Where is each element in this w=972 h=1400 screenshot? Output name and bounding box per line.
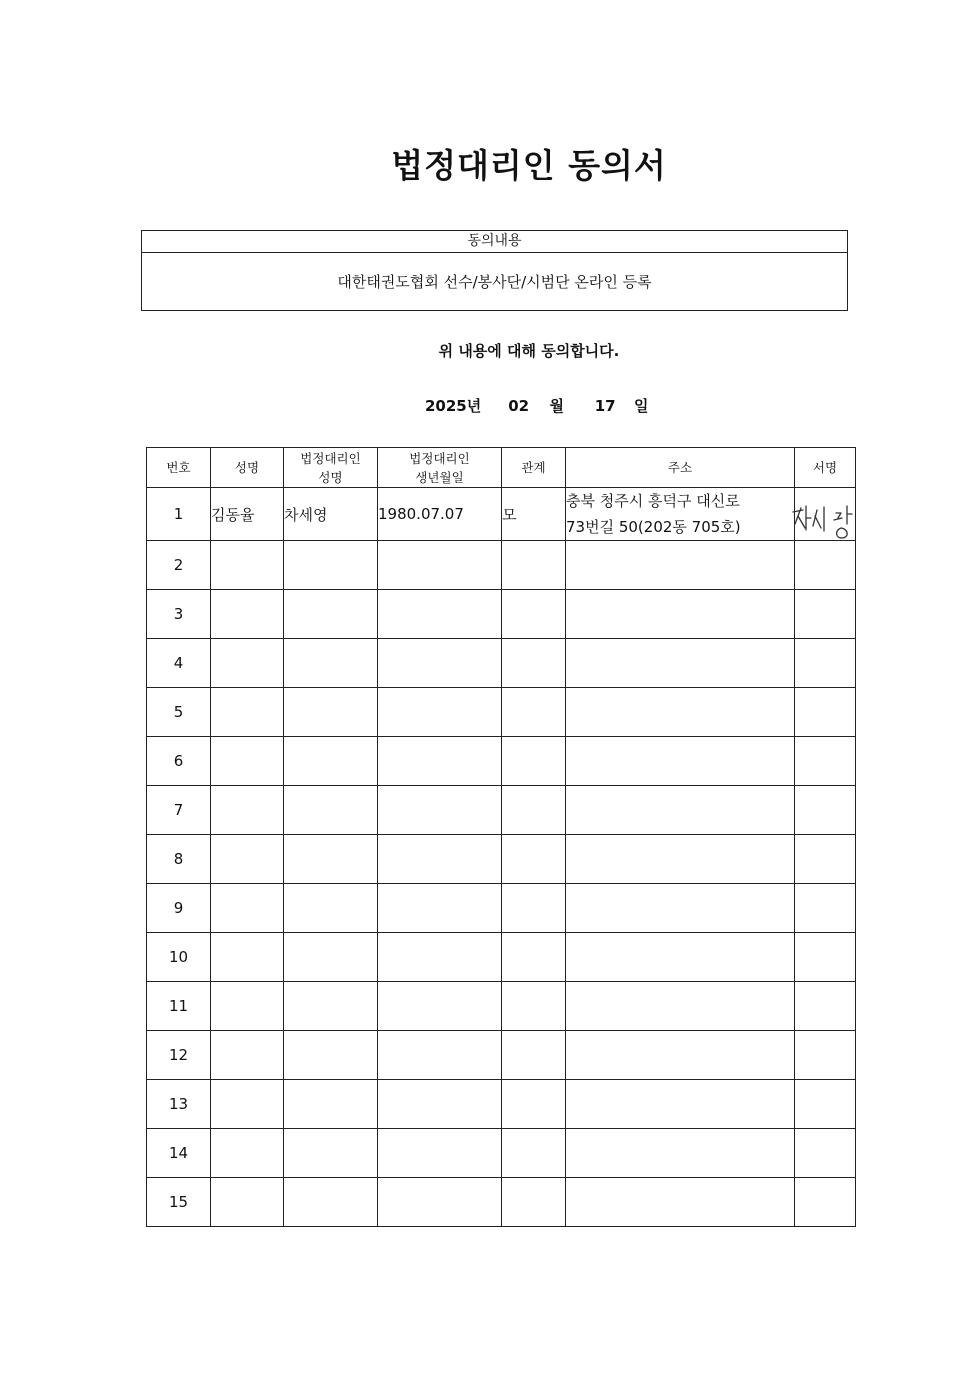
cell-address bbox=[566, 786, 795, 835]
cell-name bbox=[211, 737, 284, 786]
cell-rep-name bbox=[284, 786, 378, 835]
table-row bbox=[147, 786, 856, 835]
cell-signature bbox=[795, 639, 856, 688]
cell-rep-birth: 1980.07.07 bbox=[378, 488, 502, 541]
header-address: 주소 bbox=[566, 448, 795, 488]
cell-rep-birth bbox=[378, 688, 502, 737]
cell-name bbox=[211, 1031, 284, 1080]
cell-rep-birth bbox=[378, 1031, 502, 1080]
cell-signature bbox=[795, 1031, 856, 1080]
cell-relation bbox=[502, 982, 566, 1031]
cell-no: 12 bbox=[147, 1031, 211, 1080]
cell-rep-birth bbox=[378, 541, 502, 590]
page-title: 법정대리인 동의서 bbox=[391, 146, 667, 185]
cell-name bbox=[211, 933, 284, 982]
cell-no: 9 bbox=[147, 884, 211, 933]
cell-name bbox=[211, 1129, 284, 1178]
cell-name bbox=[211, 590, 284, 639]
date-month-unit: 월 bbox=[549, 397, 564, 415]
header-relation: 관계 bbox=[502, 448, 566, 488]
cell-address bbox=[566, 639, 795, 688]
table-row bbox=[147, 488, 856, 541]
cell-rep-name bbox=[284, 835, 378, 884]
cell-rep-birth bbox=[378, 639, 502, 688]
table-row bbox=[147, 541, 856, 590]
cell-rep-name bbox=[284, 1178, 378, 1227]
agree-statement: 위 내용에 대해 동의합니다. bbox=[438, 342, 620, 360]
cell-rep-name bbox=[284, 884, 378, 933]
cell-rep-birth bbox=[378, 590, 502, 639]
cell-rep-birth bbox=[378, 786, 502, 835]
cell-no: 7 bbox=[147, 786, 211, 835]
cell-signature bbox=[795, 488, 856, 541]
cell-relation bbox=[502, 541, 566, 590]
cell-rep-name: 차세영 bbox=[284, 488, 378, 541]
cell-signature bbox=[795, 786, 856, 835]
cell-address bbox=[566, 1031, 795, 1080]
table-row bbox=[147, 590, 856, 639]
header-rep-birth-line2: 생년월일 bbox=[415, 469, 464, 485]
cell-rep-name bbox=[284, 1080, 378, 1129]
cell-no: 15 bbox=[147, 1178, 211, 1227]
table-row bbox=[147, 933, 856, 982]
cell-rep-birth bbox=[378, 1080, 502, 1129]
registration-table bbox=[146, 447, 856, 1227]
table-row bbox=[147, 982, 856, 1031]
cell-no: 2 bbox=[147, 541, 211, 590]
cell-rep-name bbox=[284, 737, 378, 786]
cell-address bbox=[566, 488, 795, 541]
cell-address bbox=[566, 933, 795, 982]
cell-address bbox=[566, 688, 795, 737]
cell-signature bbox=[795, 1129, 856, 1178]
consent-box bbox=[141, 230, 848, 311]
cell-rep-name bbox=[284, 590, 378, 639]
cell-name bbox=[211, 1178, 284, 1227]
cell-no: 10 bbox=[147, 933, 211, 982]
cell-no: 14 bbox=[147, 1129, 211, 1178]
cell-rep-birth bbox=[378, 884, 502, 933]
consent-body: 대한태권도협회 선수/봉사단/시범단 온라인 등록 bbox=[337, 273, 652, 291]
cell-signature bbox=[795, 590, 856, 639]
cell-name bbox=[211, 1080, 284, 1129]
table-row bbox=[147, 1031, 856, 1080]
header-rep-birth-line1: 법정대리인 bbox=[409, 450, 470, 466]
table-row bbox=[147, 1178, 856, 1227]
cell-relation bbox=[502, 1129, 566, 1178]
cell-rep-name bbox=[284, 639, 378, 688]
cell-relation bbox=[502, 737, 566, 786]
address-line-1: 충북 청주시 흥덕구 대신로 bbox=[566, 492, 740, 510]
cell-no: 13 bbox=[147, 1080, 211, 1129]
cell-rep-name bbox=[284, 688, 378, 737]
header-rep-name bbox=[284, 448, 378, 488]
table-row bbox=[147, 639, 856, 688]
cell-address bbox=[566, 541, 795, 590]
cell-relation bbox=[502, 1031, 566, 1080]
cell-rep-name bbox=[284, 933, 378, 982]
table-row bbox=[147, 1080, 856, 1129]
cell-no: 4 bbox=[147, 639, 211, 688]
cell-no: 1 bbox=[147, 488, 211, 541]
cell-rep-birth bbox=[378, 982, 502, 1031]
cell-name bbox=[211, 639, 284, 688]
table-row bbox=[147, 1129, 856, 1178]
cell-address bbox=[566, 590, 795, 639]
cell-relation bbox=[502, 884, 566, 933]
cell-signature bbox=[795, 933, 856, 982]
cell-signature bbox=[795, 541, 856, 590]
cell-signature bbox=[795, 835, 856, 884]
cell-address bbox=[566, 884, 795, 933]
header-rep-name-line1: 법정대리인 bbox=[300, 450, 361, 466]
header-signature: 서명 bbox=[795, 448, 856, 488]
cell-address bbox=[566, 1129, 795, 1178]
cell-name bbox=[211, 982, 284, 1031]
table-row bbox=[147, 884, 856, 933]
cell-rep-name bbox=[284, 1129, 378, 1178]
header-rep-name-line2: 성명 bbox=[318, 469, 343, 485]
cell-relation bbox=[502, 786, 566, 835]
cell-no: 8 bbox=[147, 835, 211, 884]
cell-rep-name bbox=[284, 541, 378, 590]
cell-name bbox=[211, 541, 284, 590]
cell-address bbox=[566, 1080, 795, 1129]
cell-signature bbox=[795, 1178, 856, 1227]
consent-header: 동의내용 bbox=[142, 231, 847, 253]
cell-signature bbox=[795, 884, 856, 933]
cell-relation bbox=[502, 639, 566, 688]
cell-address bbox=[566, 835, 795, 884]
header-rep-birth bbox=[378, 448, 502, 488]
cell-rep-birth bbox=[378, 1129, 502, 1178]
cell-rep-name bbox=[284, 1031, 378, 1080]
cell-address bbox=[566, 982, 795, 1031]
cell-no: 5 bbox=[147, 688, 211, 737]
cell-address bbox=[566, 737, 795, 786]
cell-name bbox=[211, 688, 284, 737]
cell-relation bbox=[502, 1080, 566, 1129]
table-row bbox=[147, 835, 856, 884]
cell-name bbox=[211, 835, 284, 884]
consent-date bbox=[425, 395, 648, 416]
cell-rep-birth bbox=[378, 1178, 502, 1227]
cell-name: 김동율 bbox=[211, 488, 284, 541]
date-month: 02 bbox=[508, 397, 530, 415]
cell-relation bbox=[502, 835, 566, 884]
cell-relation bbox=[502, 590, 566, 639]
cell-signature bbox=[795, 737, 856, 786]
cell-name bbox=[211, 786, 284, 835]
header-name: 성명 bbox=[211, 448, 284, 488]
table-row bbox=[147, 737, 856, 786]
address-line-2: 73번길 50(202동 705호) bbox=[566, 518, 741, 536]
header-no: 번호 bbox=[147, 448, 211, 488]
date-day-unit: 일 bbox=[633, 397, 649, 415]
cell-rep-birth bbox=[378, 737, 502, 786]
table-row bbox=[147, 688, 856, 737]
cell-relation bbox=[502, 933, 566, 982]
cell-signature bbox=[795, 688, 856, 737]
cell-no: 3 bbox=[147, 590, 211, 639]
cell-relation: 모 bbox=[502, 488, 566, 541]
date-day: 17 bbox=[594, 397, 616, 415]
cell-relation bbox=[502, 1178, 566, 1227]
cell-relation bbox=[502, 688, 566, 737]
table-header-row bbox=[147, 448, 856, 488]
cell-no: 6 bbox=[147, 737, 211, 786]
cell-rep-name bbox=[284, 982, 378, 1031]
cell-signature bbox=[795, 982, 856, 1031]
cell-name bbox=[211, 884, 284, 933]
cell-address bbox=[566, 1178, 795, 1227]
cell-no: 11 bbox=[147, 982, 211, 1031]
cell-rep-birth bbox=[378, 835, 502, 884]
date-year: 2025년 bbox=[425, 397, 482, 415]
cell-rep-birth bbox=[378, 933, 502, 982]
cell-signature bbox=[795, 1080, 856, 1129]
